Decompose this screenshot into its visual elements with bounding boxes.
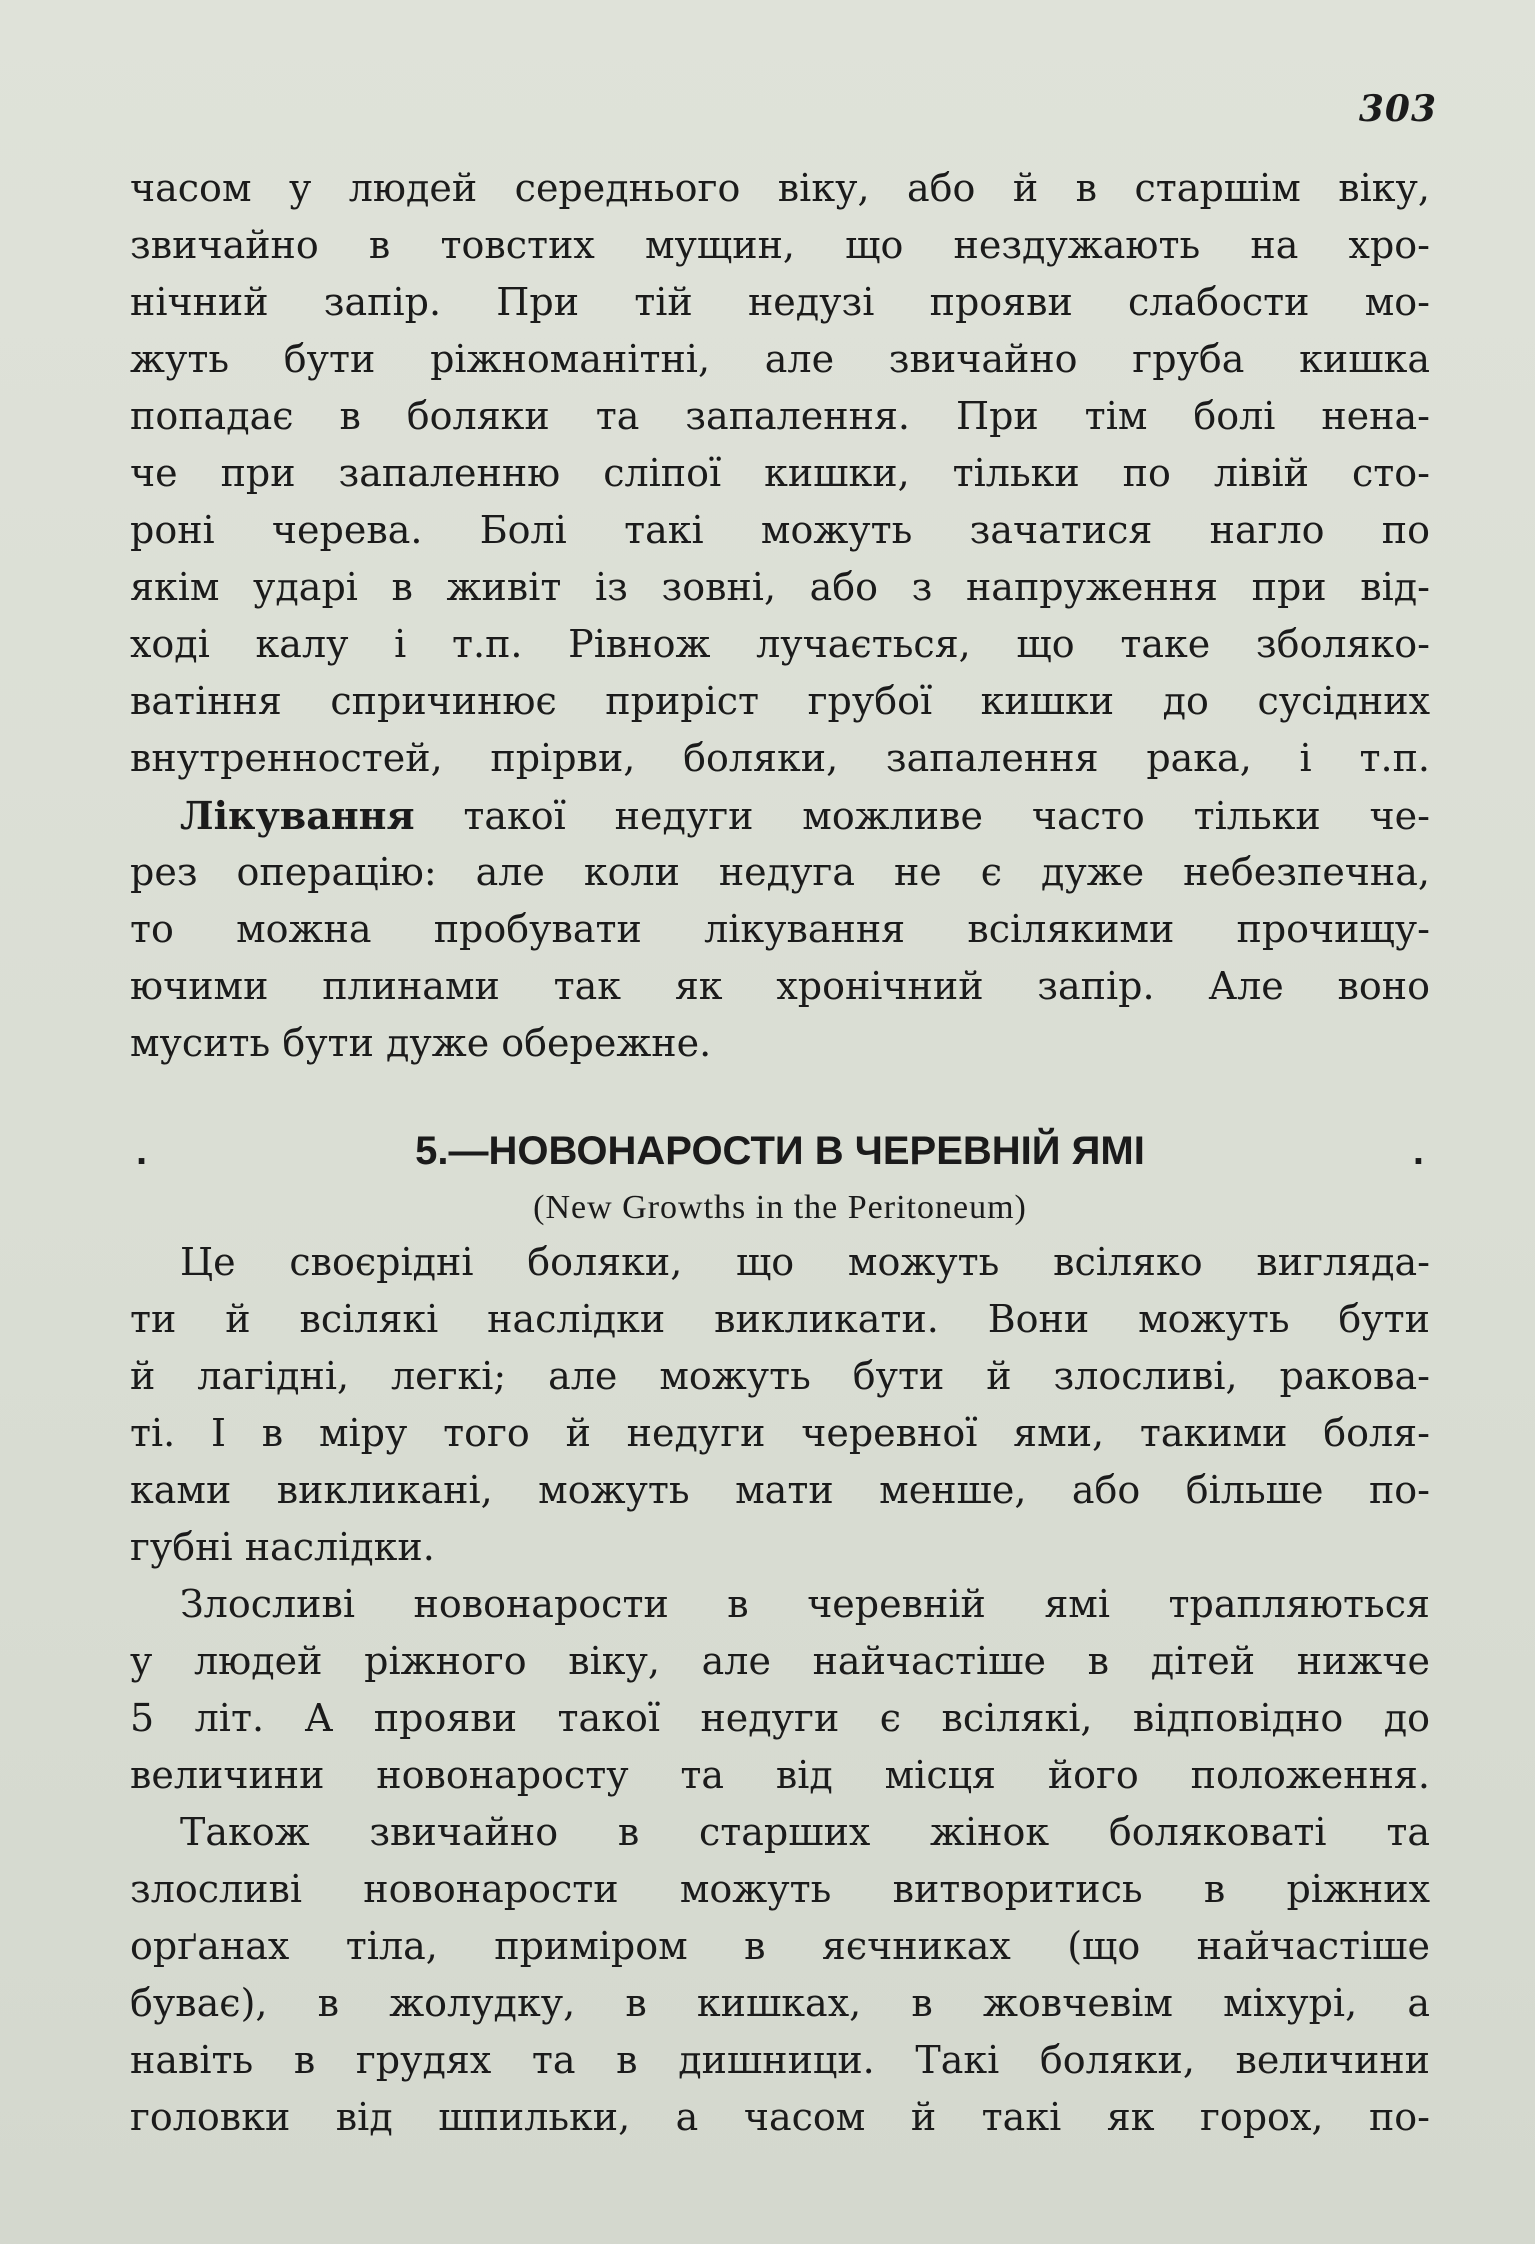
text-line: Це своєрідні боляки, що можуть всіляко вигляда- (180, 1240, 1430, 1284)
text-line: че при запаленню сліпої кишки, тільки по лівій сто- (130, 451, 1430, 495)
text-line: то можна пробувати лікування всілякими прочищу- (130, 907, 1430, 951)
paragraph-2 (130, 787, 1430, 1072)
text-line: нічний запір. При тій недузі прояви слабости мо- (130, 280, 1430, 324)
text-line: часом у людей середнього віку, або й в старшім віку, (130, 166, 1430, 210)
text-line: орґанах тіла, приміром в яєчниках (що найчастіше (130, 1924, 1430, 1968)
text-line: Злосливі новонарости в черевній ямі трапляються (180, 1582, 1430, 1626)
paragraph-4 (130, 1576, 1430, 1804)
text-line: попадає в боляки та запалення. При тім болі нена- (130, 394, 1430, 438)
text-line: ючими плинами так як хронічний запір. Але воно (130, 964, 1430, 1008)
text-line: звичайно в товстих мущин, що нездужають на хро- (130, 223, 1430, 267)
text-line: мусить бути дуже обережне. (130, 1021, 712, 1065)
text-line: злосливі новонарости можуть витворитись в ріжних (130, 1867, 1430, 1911)
text-line: рез операцію: але коли недуга не є дуже небезпечна, (130, 850, 1430, 894)
treatment-term: Лікування (180, 793, 415, 838)
text-run: такої недуги можливе часто тільки че- (414, 794, 1430, 838)
text-line: роні черева. Болі такі можуть зачатися нагло по (130, 508, 1430, 552)
text-line: ти й всілякі наслідки викликати. Вони можуть бути (130, 1297, 1430, 1341)
heading-dot: . (1412, 1129, 1424, 1173)
text-line: ті. І в міру того й недуги черевної ями, такими боля- (130, 1411, 1430, 1455)
paragraph-1 (130, 160, 1430, 787)
section-header (130, 1120, 1430, 1234)
section-title-text: 5.—НОВОНАРОСТИ В ЧЕРЕВНІЙ ЯМІ (415, 1129, 1145, 1173)
text-line: й лагідні, легкі; але можуть бути й злосливі, ракова- (130, 1354, 1430, 1398)
heading-dot: . (136, 1129, 148, 1173)
text-line: ками викликані, можуть мати менше, або більше по- (130, 1468, 1430, 1512)
text-line: внутренностей, прірви, боляки, запалення рака, і т.п. (130, 736, 1430, 780)
text-line: навіть в грудях та в дишници. Такі боляки, величини (130, 2038, 1430, 2082)
text-line: буває), в жолудку, в кишках, в жовчевім міхурі, а (130, 1981, 1430, 2025)
page-body (130, 160, 1430, 2146)
text-line: якім ударі в живіт із зовні, або з напруження при від- (130, 565, 1430, 609)
text-line: жуть бути ріжноманітні, але звичайно груба кишка (130, 337, 1430, 381)
text-line: 5 літ. А прояви такої недуги є всілякі, відповідно до (130, 1696, 1430, 1740)
paragraph-3 (130, 1234, 1430, 1576)
section-title (130, 1120, 1430, 1182)
text-line: у людей ріжного віку, але найчастіше в дітей нижче (130, 1639, 1430, 1683)
text-line: Також звичайно в старших жінок боляковаті та (180, 1810, 1430, 1854)
text-line: ватіння спричинює приріст грубої кишки до сусідних (130, 679, 1430, 723)
text-line: ході калу і т.п. Рівнож лучається, що таке зболяко- (130, 622, 1430, 666)
page-number: 303 (1358, 88, 1437, 130)
text-line: величини новонаросту та від місця його положення. (130, 1753, 1430, 1797)
paragraph-5 (130, 1804, 1430, 2146)
text-line: губні наслідки. (130, 1525, 435, 1569)
text-line (130, 787, 1430, 844)
text-line: головки від шпильки, а часом й такі як горох, по- (130, 2095, 1430, 2139)
section-subtitle: (New Growths in the Peritoneum) (533, 1189, 1027, 1226)
